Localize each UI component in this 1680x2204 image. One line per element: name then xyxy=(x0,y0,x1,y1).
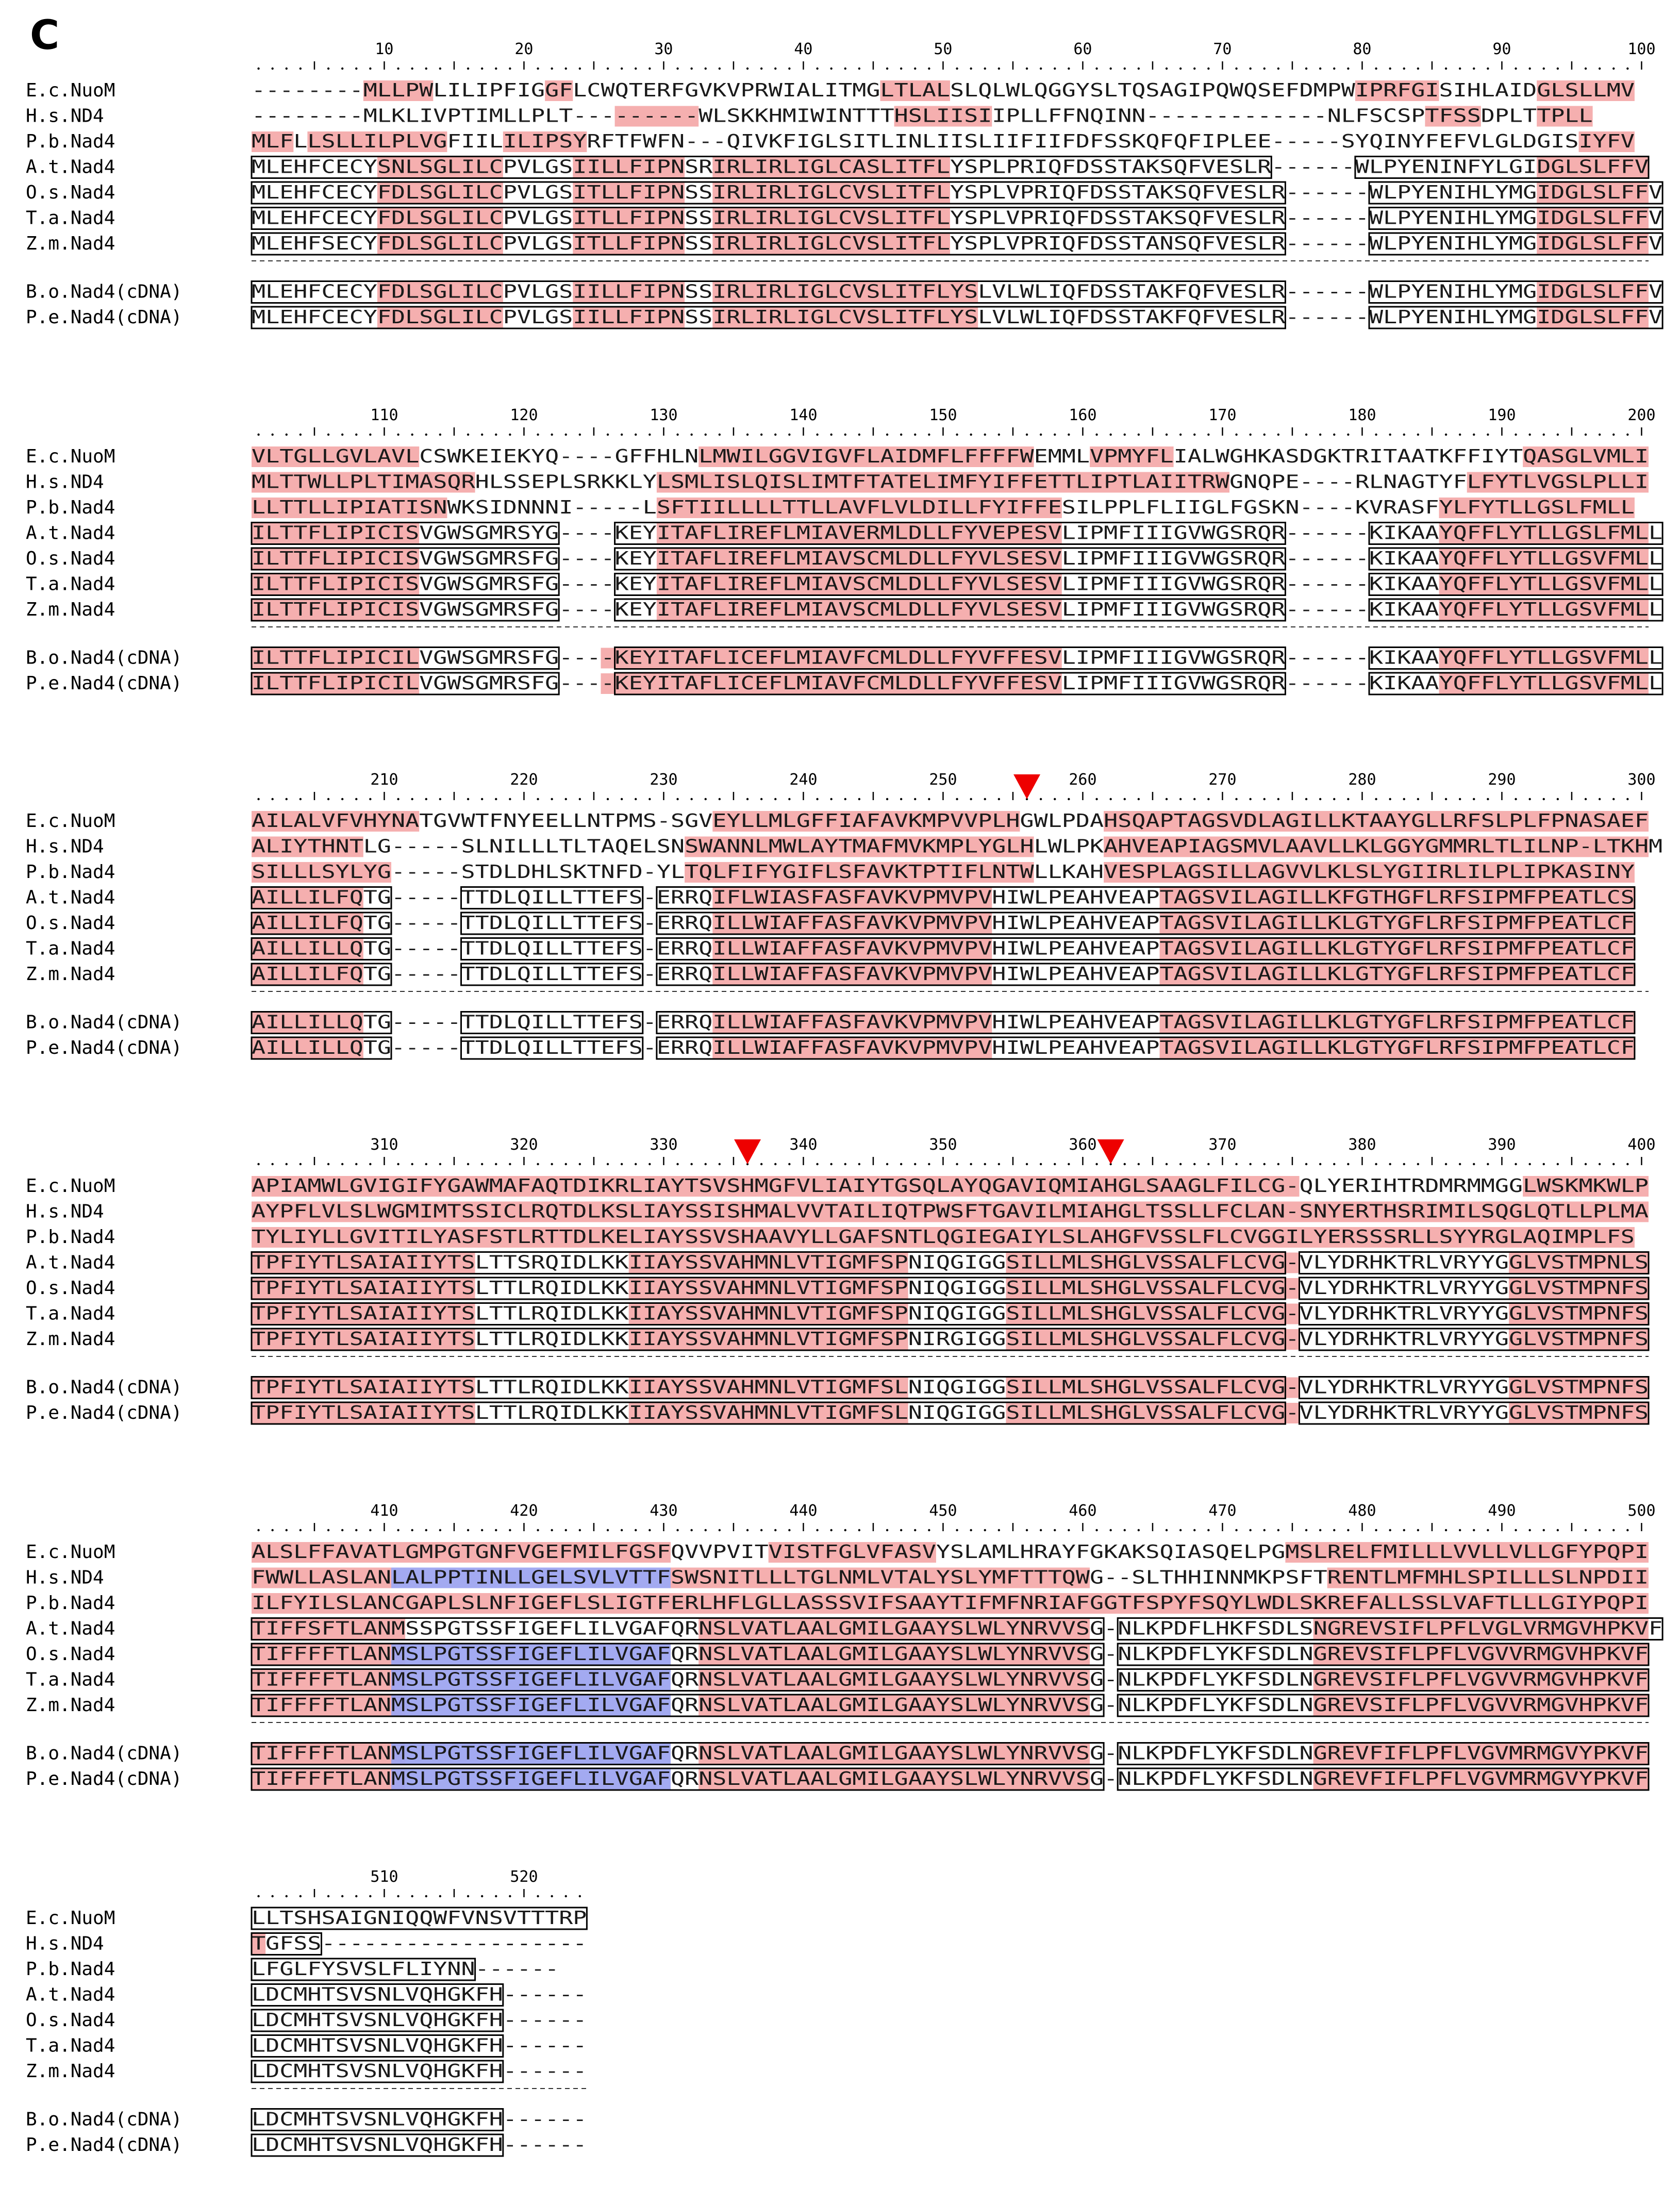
alignment-row xyxy=(26,106,1593,127)
species-label: T.a.Nad4 xyxy=(26,1669,115,1691)
sequence-text: AILLILFQTG-----TTDLQILLTTEFS-ERRQILLWIAFFASFAVKVPMVPVHIWLPEAHVEAPTAGSVILAGILLKLGTYGFLRFSIPMFPEATLCF xyxy=(252,964,1635,985)
species-label: E.c.NuoM xyxy=(26,810,115,832)
sequence-text: AILLILLQTG-----TTDLQILLTTEFS-ERRQILLWIAFFASFAVKVPMVPVHIWLPEAHVEAPTAGSVILAGILLKLGTYGFLRFSIPMFPEATLCF xyxy=(252,1012,1635,1033)
position-tick-label: 360 xyxy=(1069,1136,1097,1154)
sequence-text: LFGLFYSVSLFLIYNN------ xyxy=(252,1959,559,1980)
alignment-row xyxy=(26,472,1649,493)
species-label: Z.m.Nad4 xyxy=(26,599,115,620)
alignment-row xyxy=(26,131,1635,152)
sequence-text: TIFFFFTLANMSLPGTSSFIGEFLILVGAFQRNSLVATLAALGMILGAAYSLWLYNRVVSG-NLKPDFLYKFSDLNGREVSIFLPFLVGVVRMGVHPKVF xyxy=(252,1644,1649,1665)
alignment-row xyxy=(26,810,1649,832)
sequence-text: MLFLLSLLILPLVGFIILILIPSYRFTFWFN---QIVKFIGLSITLINLIISLIIFIIFDFSSKQFQFIPLEE-----SYQINYFEFVLGLDGISIYFV xyxy=(252,131,1635,152)
position-tick-label: 200 xyxy=(1627,406,1656,424)
position-tick-label: 10 xyxy=(375,40,394,58)
position-tick-label: 370 xyxy=(1208,1136,1237,1154)
species-label: E.c.NuoM xyxy=(26,446,115,467)
alignment-row xyxy=(26,1908,587,1929)
alignment-row xyxy=(26,938,1635,960)
alignment-row xyxy=(26,913,1635,934)
alignment-row xyxy=(26,1669,1649,1691)
position-tick-label: 320 xyxy=(510,1136,538,1154)
species-label: A.t.Nad4 xyxy=(26,1618,115,1639)
sequence-text: MLEHFCECYFDLSGLILCPVLGSIILLFIPNSSIRLIRLIGLCVSLITFLYSLVLWLIQFDSSTAKFQFVESLR------WLPYENIHLYMGIDGLSLFFV xyxy=(252,281,1663,303)
species-label: B.o.Nad4(cDNA) xyxy=(26,1012,182,1033)
sequence-text: AILLILLQTG-----TTDLQILLTTEFS-ERRQILLWIAFFASFAVKVPMVPVHIWLPEAHVEAPTAGSVILAGILLKLGTYGFLRFSIPMFPEATLCF xyxy=(252,1037,1635,1058)
species-label: P.b.Nad4 xyxy=(26,131,115,152)
sequence-text: LDCMHTSVSNLVQHGKFH------ xyxy=(252,2134,587,2156)
alignment-block xyxy=(26,406,1662,694)
sequence-text: TPFIYTLSAIAIIYTSLTTLRQIDLKKIIAYSSVAHMNLVTIGMFSPNIRGIGGSILLMLSHGLVSSALFLCVG-VLYDRHKTRLVRYYGGLVSTMPNFS xyxy=(252,1329,1649,1350)
sequence-text: ILTTFLIPICISVGWSGMRSFG----KEYITAFLIREFLMIAVSCMLDLLFYVLSESVLIPMFIIIGVWGSRQR------KIKAAYQFFLYTLLGSVFMLL xyxy=(252,548,1663,569)
sequence-text: FWWLLASLANLALPPTINLLGELSVLVTTFSWSNITLLLTGLNMLVTALYSLYMFTTTQWG--SLTHHINNMKPSFTRENTLMFMHLSPILLLSLNPDII xyxy=(252,1567,1649,1588)
alignment-block xyxy=(26,1868,587,2156)
sequence-text: AYPFLVLSLWGMIMTSSICLRQTDLKSLIAYSSISHMALVVTAILIQTPWSFTGAVILMIAHGLTSSLLFCLAN-SNYERTHSRIMILSQGLQTLLPLMA xyxy=(252,1201,1649,1222)
alignment-row xyxy=(26,887,1635,909)
position-tick-label: 140 xyxy=(789,406,818,424)
species-label: E.c.NuoM xyxy=(26,1175,115,1197)
alignment-block xyxy=(26,40,1662,328)
position-ruler xyxy=(257,1157,1641,1165)
species-label: P.b.Nad4 xyxy=(26,1227,115,1248)
species-label: H.s.ND4 xyxy=(26,1933,104,1954)
red-triangle-marker-icon xyxy=(1013,774,1040,799)
alignment-row xyxy=(26,157,1649,178)
position-tick-label: 230 xyxy=(650,771,678,789)
sequence-text: TYLIYLLGVITILYASFSTLRTTDLKELIAYSSVSHAAVYLLGAFSNTLQGIEGAIYLSLAHGFVSSLFLCVGGILYERSSSRLLSYYRGLAQIMPLFS xyxy=(252,1227,1635,1248)
position-tick-label: 240 xyxy=(789,771,818,789)
sequence-text: TPFIYTLSAIAIIYTSLTTLRQIDLKKIIAYSSVAHMNLVTIGMFSLNIQGIGGSILLMLSHGLVSSALFLCVG-VLYDRHKTRLVRYYGGLVSTMPNFS xyxy=(252,1377,1649,1398)
sequence-text: MLEHFSECYFDLSGLILCPVLGSITLLFIPNSSIRLIRLIGLCVSLITFLYSPLVPRIQFDSSTANSQFVESLR------WLPYENIHLYMGIDGLSLFFV xyxy=(252,233,1663,254)
alignment-block xyxy=(26,1136,1656,1424)
alignment-row xyxy=(26,2010,587,2031)
species-label: T.a.Nad4 xyxy=(26,2035,115,2057)
species-label: P.e.Nad4(cDNA) xyxy=(26,1037,182,1058)
species-label: T.a.Nad4 xyxy=(26,1303,115,1324)
species-label: P.e.Nad4(cDNA) xyxy=(26,307,182,328)
alignment-row xyxy=(26,1012,1635,1034)
species-label: H.s.ND4 xyxy=(26,836,104,857)
species-label: H.s.ND4 xyxy=(26,1567,104,1588)
sequence-text: TIFFFFTLANMSLPGTSSFIGEFLILVGAFQRNSLVATLAALGMILGAAYSLWLYNRVVSG-NLKPDFLYKFSDLNGREVSIFLPFLVGVVRMGVHPKVF xyxy=(252,1669,1649,1691)
position-tick-label: 20 xyxy=(514,40,534,58)
alignment-row xyxy=(26,233,1662,255)
position-tick-label: 300 xyxy=(1627,771,1656,789)
alignment-row xyxy=(26,1743,1649,1765)
alignment-row xyxy=(26,599,1662,621)
sequence-text: LLTSHSAIGNIQQWFVNSVTTTRP xyxy=(252,1908,587,1929)
species-label: H.s.ND4 xyxy=(26,471,104,493)
alignment-block xyxy=(26,1502,1662,1790)
species-label: O.s.Nad4 xyxy=(26,913,115,934)
alignment-row xyxy=(26,1402,1649,1424)
sequence-text: MLEHFCECYSNLSGLILCPVLGSIILLFIPNSRIRLIRLIGLCASLITFLYSPLPRIQFDSSTAKSQFVESLR------WLPYENINFYLGIDGLSLFFV xyxy=(252,156,1649,178)
species-label: O.s.Nad4 xyxy=(26,2010,115,2031)
position-tick-label: 310 xyxy=(370,1136,398,1154)
alignment-row xyxy=(26,497,1635,518)
species-label: B.o.Nad4(cDNA) xyxy=(26,1743,182,1764)
position-tick-label: 210 xyxy=(370,771,398,789)
species-label: B.o.Nad4(cDNA) xyxy=(26,2109,182,2130)
alignment-row xyxy=(26,1593,1649,1614)
sequence-text: AILLILFQTG-----TTDLQILLTTEFS-ERRQIFLWIASFASFAVKVPMVPVHIWLPEAHVEAPTAGSVILAGILLKFGTHGFLRFSIPMFPEATLCS xyxy=(252,887,1635,908)
alignment-blocks xyxy=(26,40,1662,2156)
sequence-text: TIFFFFTLANMSLPGTSSFIGEFLILVGAFQRNSLVATLAALGMILGAAYSLWLYNRVVSG-NLKPDFLYKFSDLNGREVFIFLPFLVGVMRMGVYPKVF xyxy=(252,1768,1649,1789)
alignment-row xyxy=(26,208,1662,229)
alignment-row xyxy=(26,1252,1649,1274)
position-tick-label: 150 xyxy=(929,406,957,424)
alignment-row xyxy=(26,1768,1649,1790)
species-label: Z.m.Nad4 xyxy=(26,2061,115,2082)
sequence-text: MLEHFCECYFDLSGLILCPVLGSITLLFIPNSSIRLIRLIGLCVSLITFLYSPLVPRIQFDSSTAKSQFVESLR------WLPYENIHLYMGIDGLSLFFV xyxy=(252,207,1663,229)
sequence-text: MLEHFCECYFDLSGLILCPVLGSIILLFIPNSSIRLIRLIGLCVSLITFLYSLVLWLIQFDSSTAKFQFVESLR------WLPYENIHLYMGIDGLSLFFV xyxy=(252,307,1663,328)
species-label: T.a.Nad4 xyxy=(26,573,115,595)
position-ruler xyxy=(257,1523,1641,1531)
sequence-text: LDCMHTSVSNLVQHGKFH------ xyxy=(252,2010,587,2031)
alignment-row xyxy=(26,2035,587,2057)
position-tick-label: 120 xyxy=(510,406,538,424)
sequence-text: TIFFFFTLANMSLPGTSSFIGEFLILVGAFQRNSLVATLAALGMILGAAYSLWLYNRVVSG-NLKPDFLYKFSDLNGREVSIFLPFLVGVVRMGVHPKVF xyxy=(252,1695,1649,1716)
position-tick-label: 260 xyxy=(1069,771,1097,789)
position-tick-label: 460 xyxy=(1069,1502,1097,1520)
alignment-row xyxy=(26,574,1662,595)
position-tick-label: 70 xyxy=(1213,40,1232,58)
species-label: E.c.NuoM xyxy=(26,80,115,101)
species-label: O.s.Nad4 xyxy=(26,1644,115,1665)
position-ruler xyxy=(257,427,1641,436)
species-label: B.o.Nad4(cDNA) xyxy=(26,281,182,303)
alignment-row xyxy=(26,446,1649,467)
alignment-row xyxy=(26,1567,1649,1588)
species-label: P.e.Nad4(cDNA) xyxy=(26,1402,182,1423)
species-label: P.e.Nad4(cDNA) xyxy=(26,673,182,694)
alignment-row xyxy=(26,281,1662,303)
alignment-row xyxy=(26,1959,559,1980)
species-label: T.a.Nad4 xyxy=(26,207,115,229)
position-tick-label: 100 xyxy=(1627,40,1656,58)
position-tick-label: 340 xyxy=(789,1136,818,1154)
alignment-row xyxy=(26,2134,587,2156)
position-tick-label: 30 xyxy=(654,40,673,58)
sequence-text: LDCMHTSVSNLVQHGKFH------ xyxy=(252,1984,587,2006)
position-tick-label: 280 xyxy=(1348,771,1376,789)
sequence-text: ILTTFLIPICISVGWSGMRSFG----KEYITAFLIREFLMIAVSCMLDLLFYVLSESVLIPMFIIIGVWGSRQR------KIKAAYQFFLYTLLGSVFMLL xyxy=(252,599,1663,620)
alignment-row xyxy=(26,964,1635,985)
sequence-text: ALIYTHNTLG-----SLNILLLTLTAQELSNSWANNLMWLAYTMAFMVKMPLYGLHLWLPKAHVEAPIAGSMVLAAVLLKLGGYGMMRLTLILNP-LTKHM xyxy=(252,836,1663,857)
position-tick-label: 450 xyxy=(929,1502,957,1520)
position-tick-label: 430 xyxy=(650,1502,678,1520)
alignment-row xyxy=(26,1175,1649,1197)
position-tick-label: 220 xyxy=(510,771,538,789)
position-tick-label: 170 xyxy=(1208,406,1237,424)
species-label: P.e.Nad4(cDNA) xyxy=(26,1768,182,1789)
species-label: O.s.Nad4 xyxy=(26,182,115,203)
species-label: P.e.Nad4(cDNA) xyxy=(26,2134,182,2156)
sequence-text: ILTTFLIPICISVGWSGMRSYG----KEYITAFLIREFLMIAVERMLDLLFYVEPESVLIPMFIIIGVWGSRQR------KIKAAYQFFLYTLLGSLFMLL xyxy=(252,522,1663,544)
alignment-row xyxy=(26,307,1662,328)
sequence-text: APIAMWLGVIGIFYGAWMAFAQTDIKRLIAYTSVSHMGFVLIAIYTGSQLAYQGAVIQMIAHGLSAAGLFILCG-QLYERIHTRDMRMMGGLWSKMKWLP xyxy=(252,1175,1649,1197)
alignment-row xyxy=(26,2061,587,2082)
species-label: A.t.Nad4 xyxy=(26,1252,115,1273)
sequence-text: ILFYILSLANCGAPLSLNFIGEFLSLIGTFERLHFLGLLASSSVIFSAAYTIFMFNRIAFGGTFSPYFSQYLWDLSKREFALLSSLVAFTLLLGIYPQPI xyxy=(252,1593,1649,1614)
alignment-row xyxy=(26,1377,1649,1399)
sequence-text: AILLILLQTG-----TTDLQILLTTEFS-ERRQILLWIAFFASFAVKVPMVPVHIWLPEAHVEAPTAGSVILAGILLKLGTYGFLRFSIPMFPEATLCF xyxy=(252,938,1635,959)
position-tick-label: 330 xyxy=(650,1136,678,1154)
alignment-row xyxy=(26,548,1662,570)
species-label: Z.m.Nad4 xyxy=(26,1329,115,1350)
sequence-text: TIFFSFTLANMSSPGTSSFIGEFLILVGAFQRNSLVATLAALGMILGAAYSLWLYNRVVSG-NLKPDFLHKFSDLSNGREVSIFLPFLVGLVRMGVHPKVF xyxy=(252,1618,1663,1639)
position-tick-label: 490 xyxy=(1488,1502,1516,1520)
sequence-text: SILLLSYLYG-----STDLDHLSKTNFD-YLTQLFIFYGIFLSFAVKTPTIFLNTWLLKAHVESPLAGSILLAGVVLKLSLYGIIRLILPLIPKASINY xyxy=(252,861,1635,883)
sequence-text: AILLILFQTG-----TTDLQILLTTEFS-ERRQILLWIAFFASFAVKVPMVPVHIWLPEAHVEAPTAGSVILAGILLKLGTYGFLRFSIPMFPEATLCF xyxy=(252,913,1635,934)
position-tick-label: 110 xyxy=(370,406,398,424)
species-label: A.t.Nad4 xyxy=(26,887,115,908)
alignment-block xyxy=(26,771,1662,1059)
sequence-text: TGFSS------------------- xyxy=(252,1933,587,1954)
alignment-row xyxy=(26,1984,587,2006)
position-tick-label: 500 xyxy=(1627,1502,1656,1520)
position-tick-label: 400 xyxy=(1627,1136,1656,1154)
sequence-text: LDCMHTSVSNLVQHGKFH------ xyxy=(252,2035,587,2057)
species-label: E.c.NuoM xyxy=(26,1542,115,1563)
position-tick-label: 410 xyxy=(370,1502,398,1520)
alignment-row xyxy=(26,1695,1649,1716)
alignment-row xyxy=(26,1278,1649,1299)
panel-letter: C xyxy=(30,12,60,59)
position-ruler xyxy=(257,1889,581,1897)
sequence-text: --------MLLPWLILIPFIGGFLCWQTERFGVKVPRWIALITMGLTLALSLQLWLQGGYSLTQSAGIPQWQSEFDMPWIPRFGISIHLAIDGLSLLMV xyxy=(252,80,1635,101)
position-tick-label: 350 xyxy=(929,1136,957,1154)
alignment-row xyxy=(26,1201,1649,1222)
sequence-text: TPFIYTLSAIAIIYTSLTTSRQIDLKKIIAYSSVAHMNLVTIGMFSPNIQGIGGSILLMLSHGLVSSALFLCVG-VLYDRHKTRLVRYYGGLVSTMPNLS xyxy=(252,1252,1649,1273)
species-label: E.c.NuoM xyxy=(26,1908,115,1929)
species-label: O.s.Nad4 xyxy=(26,1278,115,1299)
species-label: Z.m.Nad4 xyxy=(26,233,115,254)
position-tick-label: 60 xyxy=(1073,40,1092,58)
red-triangle-marker-icon xyxy=(1097,1139,1124,1164)
species-label: B.o.Nad4(cDNA) xyxy=(26,647,182,669)
sequence-text: ILTTFLIPICISVGWSGMRSFG----KEYITAFLIREFLMIAVSCMLDLLFYVLSESVLIPMFIIIGVWGSRQR------KIKAAYQFFLYTLLGSVFMLL xyxy=(252,573,1663,595)
species-label: Z.m.Nad4 xyxy=(26,1695,115,1716)
species-label: P.b.Nad4 xyxy=(26,1593,115,1614)
position-ruler xyxy=(257,792,1641,800)
sequence-text: TIFFFFTLANMSLPGTSSFIGEFLILVGAFQRNSLVATLAALGMILGAAYSLWLYNRVVSG-NLKPDFLYKFSDLNGREVFIFLPFLVGVMRMGVYPKVF xyxy=(252,1743,1649,1764)
sequence-text: LDCMHTSVSNLVQHGKFH------ xyxy=(252,2109,587,2130)
sequence-text: TPFIYTLSAIAIIYTSLTTLRQIDLKKIIAYSSVAHMNLVTIGMFSLNIQGIGGSILLMLSHGLVSSALFLCVG-VLYDRHKTRLVRYYGGLVSTMPNFS xyxy=(252,1402,1649,1423)
sequence-text: --------MLKLIVPTIMLLPLT---------WLSKKHMIWINTTTHSLIISIIPLLFFNQINN-------------NLFSCSPTFSSDPLTTPLL xyxy=(252,105,1593,127)
sequence-text: AILALVFVHYNATGVWTFNYEELLNTPMS-SGVEYLLMLGFFIAFAVKMPVVPLHGWLPDAHSQAPTAGSVDLAGILLKTAAYGLLRFSLPLFPNASAEF xyxy=(252,810,1649,832)
position-tick-label: 440 xyxy=(789,1502,818,1520)
alignment-row xyxy=(26,673,1662,694)
species-label: A.t.Nad4 xyxy=(26,1984,115,2006)
position-tick-label: 520 xyxy=(510,1868,538,1886)
species-label: Z.m.Nad4 xyxy=(26,964,115,985)
alignment-row xyxy=(26,1037,1635,1059)
position-tick-label: 90 xyxy=(1492,40,1511,58)
sequence-text: ALSLFFAVATLGMPGTGNFVGEFMILFGSFQVVPVITVISTFGLVFASVYSLAMLHRAYFGKAKSQIASQELPGMSLRELFMILLLVVLLVLLGFYPQPI xyxy=(252,1542,1649,1563)
sequence-text: ILTTFLIPICILVGWSGMRSFG----KEYITAFLICEFLMIAVFCMLDLLFYVFFESVLIPMFIIIGVWGSRQR------KIKAAYQFFLYTLLGSVFMLL xyxy=(252,673,1663,694)
alignment-row xyxy=(26,80,1635,101)
position-tick-label: 290 xyxy=(1488,771,1516,789)
species-label: T.a.Nad4 xyxy=(26,938,115,959)
position-tick-label: 180 xyxy=(1348,406,1376,424)
position-tick-label: 190 xyxy=(1488,406,1516,424)
position-tick-label: 80 xyxy=(1353,40,1372,58)
sequence-text: LLTTLLIPIATISNWKSIDNNNI-----LSFTIILLLLTTLLAVFLVLDILLFYIFFESILPPLFLIIGLFGSKN----KVRASFYLFYTLLGSLFMLL xyxy=(252,497,1635,518)
position-tick-label: 470 xyxy=(1208,1502,1237,1520)
alignment-row xyxy=(26,1933,587,1955)
position-tick-label: 510 xyxy=(370,1868,398,1886)
position-ruler xyxy=(257,61,1641,70)
position-tick-label: 250 xyxy=(929,771,957,789)
species-label: O.s.Nad4 xyxy=(26,548,115,569)
sequence-text: TPFIYTLSAIAIIYTSLTTLRQIDLKKIIAYSSVAHMNLVTIGMFSPNIQGIGGSILLMLSHGLVSSALFLCVG-VLYDRHKTRLVRYYGGLVSTMPNFS xyxy=(252,1278,1649,1299)
position-tick-label: 160 xyxy=(1069,406,1097,424)
position-tick-label: 380 xyxy=(1348,1136,1376,1154)
alignment-row xyxy=(26,836,1662,857)
sequence-text: MLTTWLLPLTIMASQRHLSSEPLSRKKLYLSMLISLQISLIMTFTATELIMFYIFFETTLIPTLAIITRWGNQPE----RLNAGTYFLFYTLVGSLPLLI xyxy=(252,471,1649,493)
alignment-row xyxy=(26,1329,1649,1350)
alignment-row xyxy=(26,1618,1662,1640)
position-tick-label: 420 xyxy=(510,1502,538,1520)
position-tick-label: 480 xyxy=(1348,1502,1376,1520)
species-label: H.s.ND4 xyxy=(26,105,104,127)
sequence-text: TPFIYTLSAIAIIYTSLTTLRQIDLKKIIAYSSVAHMNLVTIGMFSPNIQGIGGSILLMLSHGLVSSALFLCVG-VLYDRHKTRLVRYYGGLVSTMPNFS xyxy=(252,1303,1649,1324)
alignment-row xyxy=(26,2109,587,2131)
species-label: A.t.Nad4 xyxy=(26,522,115,544)
sequence-text: LDCMHTSVSNLVQHGKFH------ xyxy=(252,2061,587,2082)
alignment-row xyxy=(26,1542,1649,1563)
alignment-row xyxy=(26,648,1662,669)
species-label: A.t.Nad4 xyxy=(26,156,115,178)
position-tick-label: 40 xyxy=(794,40,813,58)
alignment-row xyxy=(26,861,1635,883)
red-triangle-marker-icon xyxy=(734,1139,761,1164)
alignment-row xyxy=(26,523,1662,544)
sequence-text: ILTTFLIPICILVGWSGMRSFG----KEYITAFLICEFLMIAVFCMLDLLFYVFFESVLIPMFIIIGVWGSRQR------KIKAAYQFFLYTLLGSVFMLL xyxy=(252,647,1663,669)
sequence-text: VLTGLLGVLAVLCSWKEIEKYQ----GFFHLNLMWILGGVIGVFLAIDMFLFFFFWEMMLVPMYFLIALWGHKASDGKTRITAATKFFIYTQASGLVMLI xyxy=(252,446,1649,467)
species-label: B.o.Nad4(cDNA) xyxy=(26,1377,182,1398)
species-label: H.s.ND4 xyxy=(26,1201,104,1222)
alignment-row xyxy=(26,1303,1649,1325)
species-label: P.b.Nad4 xyxy=(26,1959,115,1980)
position-tick-label: 130 xyxy=(650,406,678,424)
position-tick-label: 50 xyxy=(934,40,953,58)
alignment-row xyxy=(26,1227,1635,1248)
position-tick-label: 390 xyxy=(1488,1136,1516,1154)
species-label: P.b.Nad4 xyxy=(26,497,115,518)
sequence-text: MLEHFCECYFDLSGLILCPVLGSITLLFIPNSSIRLIRLIGLCVSLITFLYSPLVPRIQFDSSTAKSQFVESLR------WLPYENIHLYMGIDGLSLFFV xyxy=(252,182,1663,203)
alignment-row xyxy=(26,182,1662,204)
species-label: P.b.Nad4 xyxy=(26,861,115,883)
position-tick-label: 270 xyxy=(1208,771,1237,789)
alignment-row xyxy=(26,1644,1649,1665)
